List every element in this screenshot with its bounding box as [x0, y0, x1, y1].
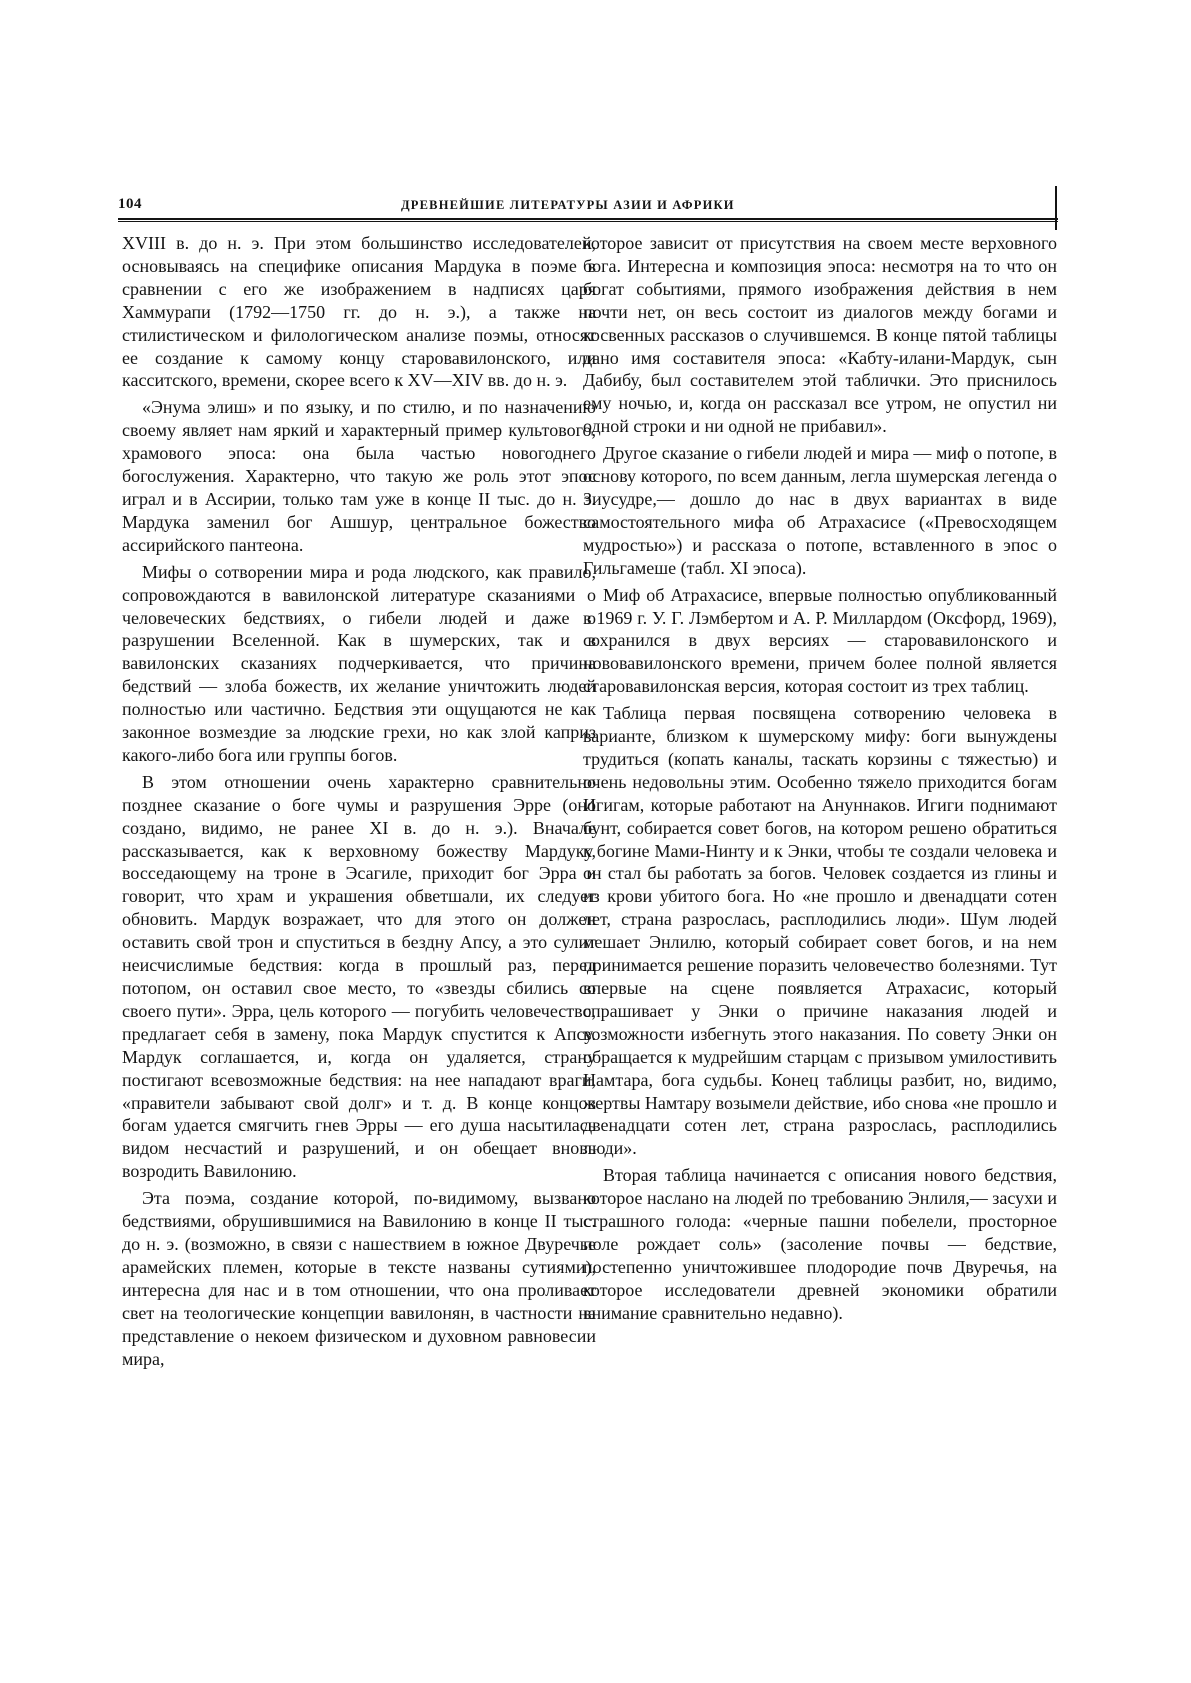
page-number: 104	[118, 196, 142, 212]
paragraph: Таблица первая посвящена сотворению человека в варианте, близком к шумерскому мифу: боги вынуждены трудиться (копать каналы, таскать корзины с тяжестью) и очень недовольны этим. Особенно тяжело приходится богам Игигам, которые работают на Ануннаков. Игиги поднимают бунт, собирается совет богов, на котором решено обратиться к богине Мами-Нинту и к Энки, чтобы те создали человека и он стал бы работать за богов. Человек создается из глины и из крови убитого бога. Но «не прошло и двенадцати сотен лет, страна разрослась, расплодились люди». Шум людей мешает Энлилю, который собирает совет богов, и на нем принимается решение поразить человечество болезнями. Тут впервые на сцене появляется Атрахасис, который спрашивает у Энки о причине наказания людей и возможности избегнуть этого наказания. По совету Энки он обращается к мудрейшим старцам с призывом умилостивить Намтара, бога судьбы. Конец таблицы разбит, но, видимо, жертвы Намтару возымели действие, ибо снова «не прошло и двенадцати сотен лет, страна разрослась, расплодились люди».	[583, 703, 1057, 1159]
running-title: ДРЕВНЕЙШИЕ ЛИТЕРАТУРЫ АЗИИ И АФРИКИ	[401, 198, 735, 212]
paragraph: «Энума элиш» и по языку, и по стилю, и по назначению своему являет нам яркий и характерный пример культового, храмового эпоса: она была частью новогоднего богослужения. Характерно, что такую же роль этот эпос играл и в Ассирии, только там уже в конце II тыс. до н. э. Мардука заменил бог Ашшур, центральное божество ассирийского пантеона.	[122, 397, 596, 555]
margin-mark	[1055, 186, 1057, 230]
paragraph: XVIII в. до н. э. При этом большинство исследователей, основываясь на специфике описания Мардука в поэме в сравнении с его же изображением в надписях царя Хаммурапи (1792—1750 гг. до н. э.), а также на стилистическом и филологическом анализе поэмы, относят ее создание к самому концу старовавилонского, или касситского, времени, скорее всего к XV—XIV вв. до н. э.	[122, 233, 596, 391]
paragraph: Миф об Атрахасисе, впервые полностью опубликованный в 1969 г. У. Г. Лэмбертом и А. Р. Миллардом (Оксфорд, 1969), сохранился в двух версиях — старовавилонского и нововавилонского времени, причем более полной является старовавилонская версия, которая состоит из трех таблиц.	[583, 584, 1057, 697]
left-column	[122, 232, 596, 1374]
paragraph: Другое сказание о гибели людей и мира — миф о потопе, в основу которого, по всем данным, легла шумерская легенда о Зиусудре,— дошло до нас в двух вариантах в виде самостоятельного мифа об Атрахасисе («Превосходящем мудростью») и рассказа о потопе, вставленного в эпос о Гильгамеше (табл. XI эпоса).	[583, 443, 1057, 578]
paragraph: Вторая таблица начинается с описания нового бедствия, которое наслано на людей по требованию Энлиля,— засухи и страшного голода: «черные пашни побелели, просторное поле рождает соль» (засоление почвы — бедствие, постепенно уничтожившее плодородие почв Двуречья, на которое исследователи древней экономики обратили внимание сравнительно недавно).	[583, 1165, 1057, 1323]
paragraph: Эта поэма, создание которой, по-видимому, вызвано бедствиями, обрушившимися на Вавилонию в конце II тыс. до н. э. (возможно, в связи с нашествием в южное Двуречье арамейских племен, которые в тексте названы сутиями), интересна для нас и в том отношении, что она проливает свет на теологические концепции вавилонян, в частности на представление о некоем физическом и духовном равновесии мира,	[122, 1188, 596, 1369]
right-column	[583, 232, 1057, 1329]
paragraph: которое зависит от присутствия на своем месте верховного бога. Интересна и композиция эпоса: несмотря на то что он богат событиями, прямого изображения действия в нем почти нет, он весь состоит из диалогов между богами и косвенных рассказов о случившемся. В конце пятой таблицы дано имя составителя эпоса: «Кабту-илани-Мардук, сын Дабибу, был составителем этой таблички. Это приснилось ему ночью, и, когда он рассказал все утром, не опустил ни одной строки и ни одной не прибавил».	[583, 233, 1057, 437]
running-header	[118, 196, 1058, 218]
paragraph: Мифы о сотворении мира и рода людского, как правило, сопровождаются в вавилонской литературе сказаниями о человеческих бедствиях, о гибели людей и даже о разрушении Вселенной. Как в шумерских, так и в вавилонских сказаниях подчеркивается, что причина бедствий — злоба божеств, их желание уничтожить людей полностью или частично. Бедствия эти ощущаются не как законное возмездие за людские грехи, но как злой каприз какого-либо бога или группы богов.	[122, 561, 596, 765]
header-rule	[118, 218, 1058, 222]
paragraph: В этом отношении очень характерно сравнительно позднее сказание о боге чумы и разрушения Эрре (оно создано, видимо, не ранее XI в. до н. э.). Вначале рассказывается, как к верховному божеству Мардуку, восседающему на троне в Эсагиле, приходит бог Эрра и говорит, что храм и украшения обветшали, их следует обновить. Мардук возражает, что для этого он должен оставить свой трон и спуститься в бездну Апсу, а это сулит неисчислимые бедствия: когда в прошлый раз, перед потопом, он оставил свое место, то «звезды сбились со своего пути». Эрра, цель которого — погубить человечество, предлагает себя в замену, пока Мардук спустится к Апсу. Мардук соглашается, и, когда он удаляется, страну постигают всевозможные бедствия: на нее нападают враги, «правители забывают свой долг» и т. д. В конце концов богам удается смягчить гнев Эрры — его душа насытилась видом несчастий и разрушений, и он обещает вновь возродить Вавилонию.	[122, 771, 596, 1182]
